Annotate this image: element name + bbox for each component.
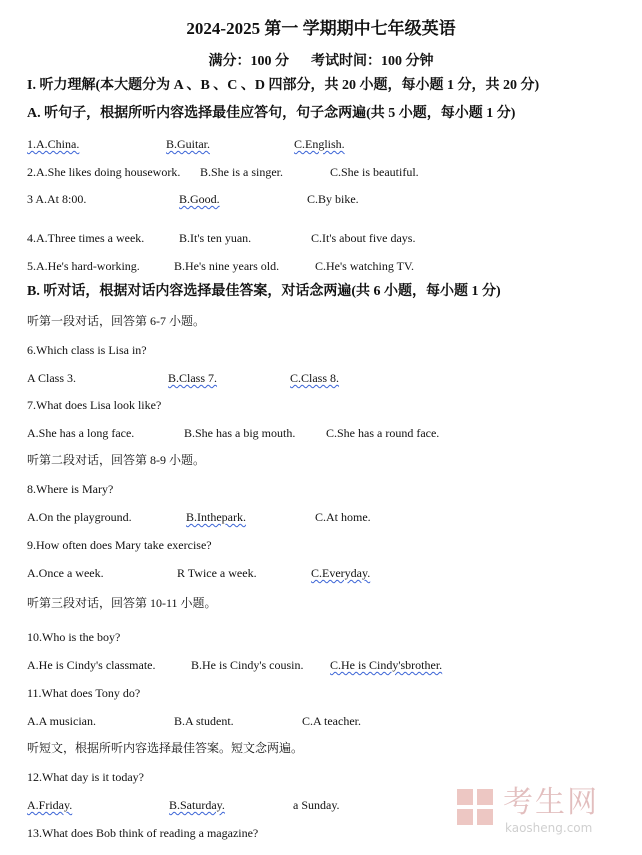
q13-question: 13.What does Bob think of reading a magazine?	[27, 826, 259, 840]
section-heading: I. 听力理解(本大题分为 A 、B 、C 、D 四部分，共 20 小题，每小题 1 分，共 20 分)	[27, 78, 540, 93]
watermark-en-text: kaosheng.com	[505, 821, 593, 835]
q12-option-c: a Sunday.	[293, 798, 340, 812]
q9-c-text: C.Everyday.	[311, 566, 371, 580]
watermark-logo	[455, 785, 625, 840]
q11-option-a: A.A musician.	[27, 714, 96, 728]
q1-option-b	[166, 137, 210, 151]
q8-option-b	[186, 510, 246, 524]
q7-option-a: A.She has a long face.	[27, 426, 135, 440]
q10-c-text: C.He is Cindy'sbrother.	[330, 658, 443, 672]
q9-option-b: R Twice a week.	[177, 566, 257, 580]
dialog3-intro: 听第三段对话，回答第 10-11 小题。	[27, 596, 217, 610]
q6-question: 6.Which class is Lisa in?	[27, 343, 147, 357]
q4-option-c: C.It's about five days.	[311, 231, 416, 245]
q1-option-a	[27, 137, 79, 151]
part-b-heading: B. 听对话，根据对话内容选择最佳答案，对话念两遍(共 6 小题，每小题 1 分)	[27, 284, 501, 299]
q1-b-text: B.Guitar.	[166, 137, 210, 151]
q12-option-b	[169, 798, 225, 812]
part-c-intro: 听短文，根据所听内容选择最佳答案。短文念两遍。	[27, 741, 304, 755]
q3-b-text: B.Good.	[179, 192, 220, 206]
watermark-cn-text: 考生网	[503, 785, 599, 820]
q10-question: 10.Who is the boy?	[27, 630, 121, 644]
dialog2-intro: 听第二段对话，回答第 8-9 小题。	[27, 453, 205, 467]
q2-option-a: 2.A.She likes doing housework.	[27, 165, 181, 179]
q12-a-text: A.Friday.	[27, 798, 73, 812]
exam-subtitle	[0, 50, 642, 70]
q8-question: 8.Where is Mary?	[27, 482, 114, 496]
q12-option-a	[27, 798, 72, 812]
q2-option-c: C.She is beautiful.	[330, 165, 419, 179]
q9-option-c	[311, 566, 370, 580]
q10-option-a: A.He is Cindy's classmate.	[27, 658, 156, 672]
q11-question: 11.What does Tony do?	[27, 686, 141, 700]
q4-option-a: 4.A.Three times a week.	[27, 231, 145, 245]
exam-time: 考试时间：100 分钟	[311, 54, 434, 69]
q2-option-b: B.She is a singer.	[200, 165, 283, 179]
q7-option-c: C.She has a round face.	[326, 426, 440, 440]
part-a-heading: A. 听句子，根据所听内容选择最佳应答句，句子念两遍(共 5 小题，每小题 1 分)	[27, 106, 516, 121]
q1-a-text: 1.A.China.	[27, 137, 80, 151]
kaosheng-logo-icon	[455, 785, 495, 833]
q8-option-c: C.At home.	[315, 510, 371, 524]
q3-option-c: C.By bike.	[307, 192, 359, 206]
q6-b-text: B.Class 7.	[168, 371, 218, 385]
q12-b-text: B.Saturday.	[169, 798, 225, 812]
q6-option-b	[168, 371, 217, 385]
full-marks: 满分：100 分	[208, 54, 289, 69]
q11-option-b: B.A student.	[174, 714, 234, 728]
q6-c-text: C.Class 8.	[290, 371, 340, 385]
q4-option-b: B.It's ten yuan.	[179, 231, 252, 245]
q7-question: 7.What does Lisa look like?	[27, 398, 162, 412]
q3-option-b	[179, 192, 220, 206]
q5-option-c: C.He's watching TV.	[315, 259, 415, 273]
q12-question: 12.What day is it today?	[27, 770, 144, 784]
dialog1-intro: 听第一段对话，回答第 6-7 小题。	[27, 314, 205, 328]
q9-option-a: A.Once a week.	[27, 566, 104, 580]
q1-c-text: C.English.	[294, 137, 345, 151]
q6-option-a: A Class 3.	[27, 371, 77, 385]
q8-option-a: A.On the playground.	[27, 510, 132, 524]
q10-option-c	[330, 658, 442, 672]
q5-option-b: B.He's nine years old.	[174, 259, 280, 273]
q8-b-text: B.Inthepark.	[186, 510, 246, 524]
q9-question: 9.How often does Mary take exercise?	[27, 538, 212, 552]
exam-title: 2024-2025 第一 学期期中七年级英语	[186, 19, 456, 38]
q7-option-b: B.She has a big mouth.	[184, 426, 296, 440]
q10-option-b: B.He is Cindy's cousin.	[191, 658, 304, 672]
q11-option-c: C.A teacher.	[302, 714, 361, 728]
q3-option-a: 3 A.At 8:00.	[27, 192, 87, 206]
q6-option-c	[290, 371, 339, 385]
q5-option-a: 5.A.He's hard-working.	[27, 259, 140, 273]
q1-option-c	[294, 137, 345, 151]
